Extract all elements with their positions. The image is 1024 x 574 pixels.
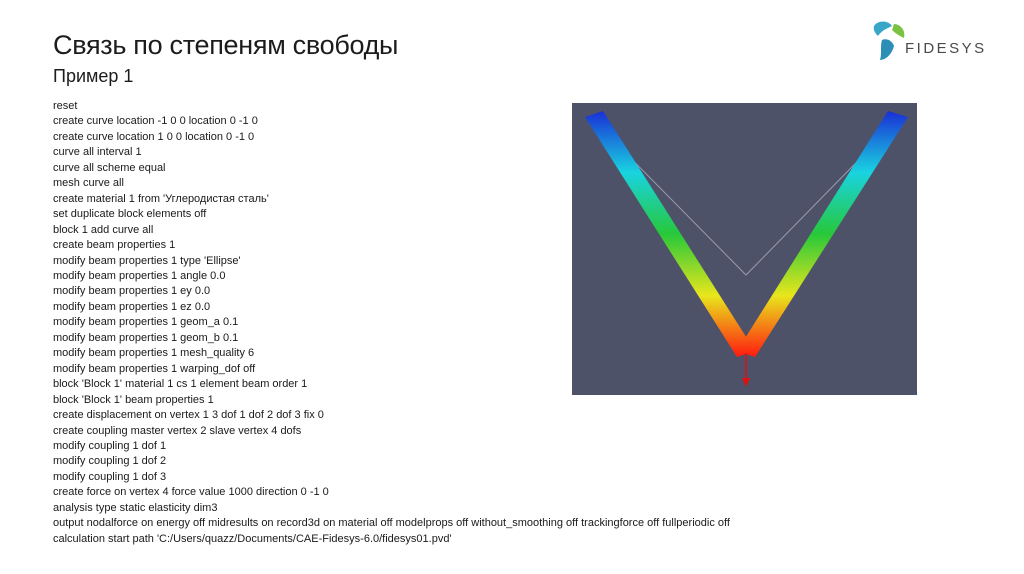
code-line: create curve location -1 0 0 location 0 -1 0 <box>53 115 258 128</box>
code-line: modify beam properties 1 mesh_quality 6 <box>53 347 255 360</box>
code-line: mesh curve all <box>53 177 124 190</box>
code-line: modify beam properties 1 angle 0.0 <box>53 269 226 282</box>
code-line: modify coupling 1 dof 2 <box>53 455 167 468</box>
code-line: output nodalforce on energy off midresults on record3d on material off modelprops off without_smoothing off trackingforce off fullperiodic off <box>53 517 730 530</box>
code-line: set duplicate block elements off <box>53 208 207 221</box>
logo-text: FIDESYS <box>905 40 987 57</box>
force-arrow <box>742 353 750 387</box>
slide-title: Связь по степеням свободы <box>53 30 399 60</box>
code-line: calculation start path 'C:/Users/quazz/Documents/CAE-Fidesys-6.0/fidesys01.pvd' <box>53 532 452 545</box>
left-beam <box>585 111 755 357</box>
code-line: create curve location 1 0 0 location 0 -1 0 <box>53 130 255 143</box>
fidesys-logo-mark-icon <box>868 18 908 64</box>
code-line: reset <box>53 100 78 112</box>
code-line: create displacement on vertex 1 3 dof 1 dof 2 dof 3 fix 0 <box>53 409 324 422</box>
code-line: modify beam properties 1 ez 0.0 <box>53 300 211 313</box>
code-line: block 'Block 1' material 1 cs 1 element beam order 1 <box>53 378 308 391</box>
right-beam <box>737 111 908 357</box>
code-line: block 1 add curve all <box>53 223 154 236</box>
code-line: modify beam properties 1 warping_dof off <box>53 362 256 375</box>
code-line: modify beam properties 1 geom_b 0.1 <box>53 331 239 344</box>
code-line: modify coupling 1 dof 1 <box>53 439 167 452</box>
code-line: create force on vertex 4 force value 1000 direction 0 -1 0 <box>53 486 329 499</box>
code-line: analysis type static elasticity dim3 <box>53 501 218 514</box>
code-line: curve all interval 1 <box>53 146 142 159</box>
code-line: modify beam properties 1 ey 0.0 <box>53 285 211 298</box>
code-line: modify coupling 1 dof 3 <box>53 470 167 483</box>
code-line: create material 1 from 'Углеродистая сталь' <box>53 192 269 205</box>
code-line: create coupling master vertex 2 slave vertex 4 dofs <box>53 424 302 437</box>
code-line: curve all scheme equal <box>53 161 166 174</box>
code-line: modify beam properties 1 type 'Ellipse' <box>53 254 241 267</box>
slide-subtitle: Пример 1 <box>53 66 134 86</box>
simulation-viewport <box>572 103 917 395</box>
code-line: create beam properties 1 <box>53 239 176 252</box>
code-line: modify beam properties 1 geom_a 0.1 <box>53 316 239 329</box>
code-line: block 'Block 1' beam properties 1 <box>53 393 214 406</box>
deformed-beam-plot <box>572 103 917 395</box>
